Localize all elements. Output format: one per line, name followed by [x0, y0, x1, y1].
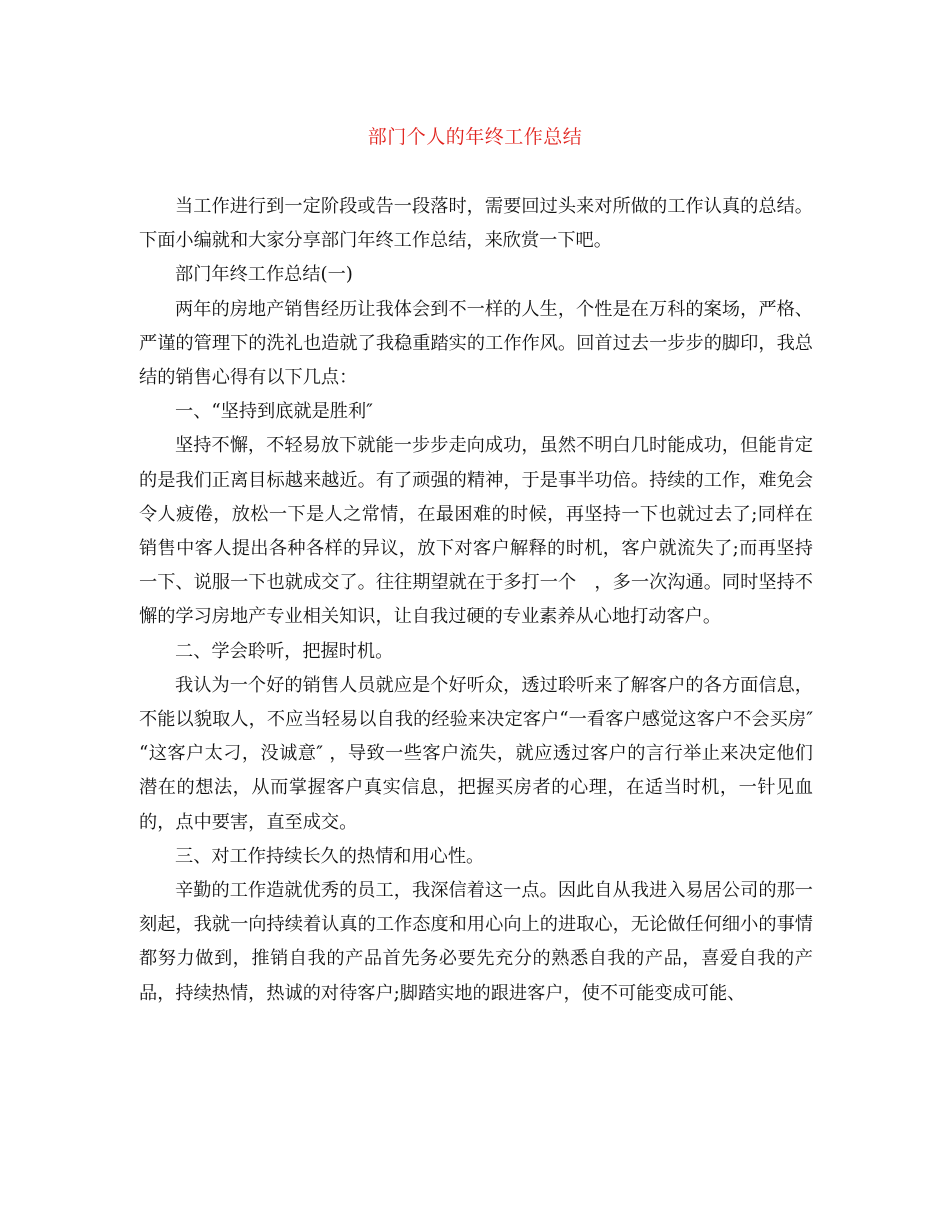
intro-paragraph: 当工作进行到一定阶段或告一段落时，需要回过头来对所做的工作认真的总结。下面小编就和大家分享部门年终工作总结，来欣赏一下吧。: [139, 196, 813, 252]
body-paragraph: 坚持不懈，不轻易放下就能一步步走向成功，虽然不明白几时能成功，但能肯定的是我们正离目标越来越近。有了顽强的精神，于是事半功倍。持续的工作，难免会令人疲倦，放松一下是人之常情，在最困难的时候，再坚持一下也就过去了;同样在销售中客人提出各种各样的异议，放下对客户解释的时机，客户就流失了;而再坚持一下、说服一下也就成交了。往往期望就在于多打一个 ，多一次沟通。同时坚持不懈的学习房地产专业相关知识，让自我过硬的专业素养从心地打动客户。: [139, 435, 813, 628]
document-body: [139, 190, 813, 1011]
body-paragraph: 两年的房地产销售经历让我体会到不一样的人生，个性是在万科的案场，严格、严谨的管理下的洗礼也造就了我稳重踏实的工作作风。回首过去一步步的脚印，我总结的销售心得有以下几点：: [139, 298, 813, 389]
document-title: 部门个人的年终工作总结: [367, 126, 583, 148]
section-heading: 部门年终工作总结(一): [175, 264, 353, 286]
body-paragraph: 辛勤的工作造就优秀的员工，我深信着这一点。因此自从我进入易居公司的那一刻起，我就一向持续着认真的工作态度和用心向上的进取心，无论做任何细小的事情都努力做到，推销自我的产品首先务必要先充分的熟悉自我的产品，喜爱自我的产品，持续热情，热诚的对待客户;脚踏实地的跟进客户，使不可能变成可能、: [139, 880, 813, 1004]
body-paragraph: 我认为一个好的销售人员就应是个好听众，透过聆听来了解客户的各方面信息，不能以貌取人，不应当轻易以自我的经验来决定客户“一看客户感觉这客户不会买房″ “这客户太刁，没诚意″ ，导致一些客户流失，就应透过客户的言行举止来决定他们潜在的想法，从而掌握客户真实信息，把握买房者的心理，在适当时机，一针见血的，点中要害，直至成交。: [139, 674, 813, 833]
point-heading: 三、对工作持续长久的热情和用心性。: [175, 845, 485, 867]
point-heading: 二、学会聆听，把握时机。: [175, 640, 394, 662]
point-heading: 一、“坚持到底就是胜利″: [175, 401, 373, 423]
